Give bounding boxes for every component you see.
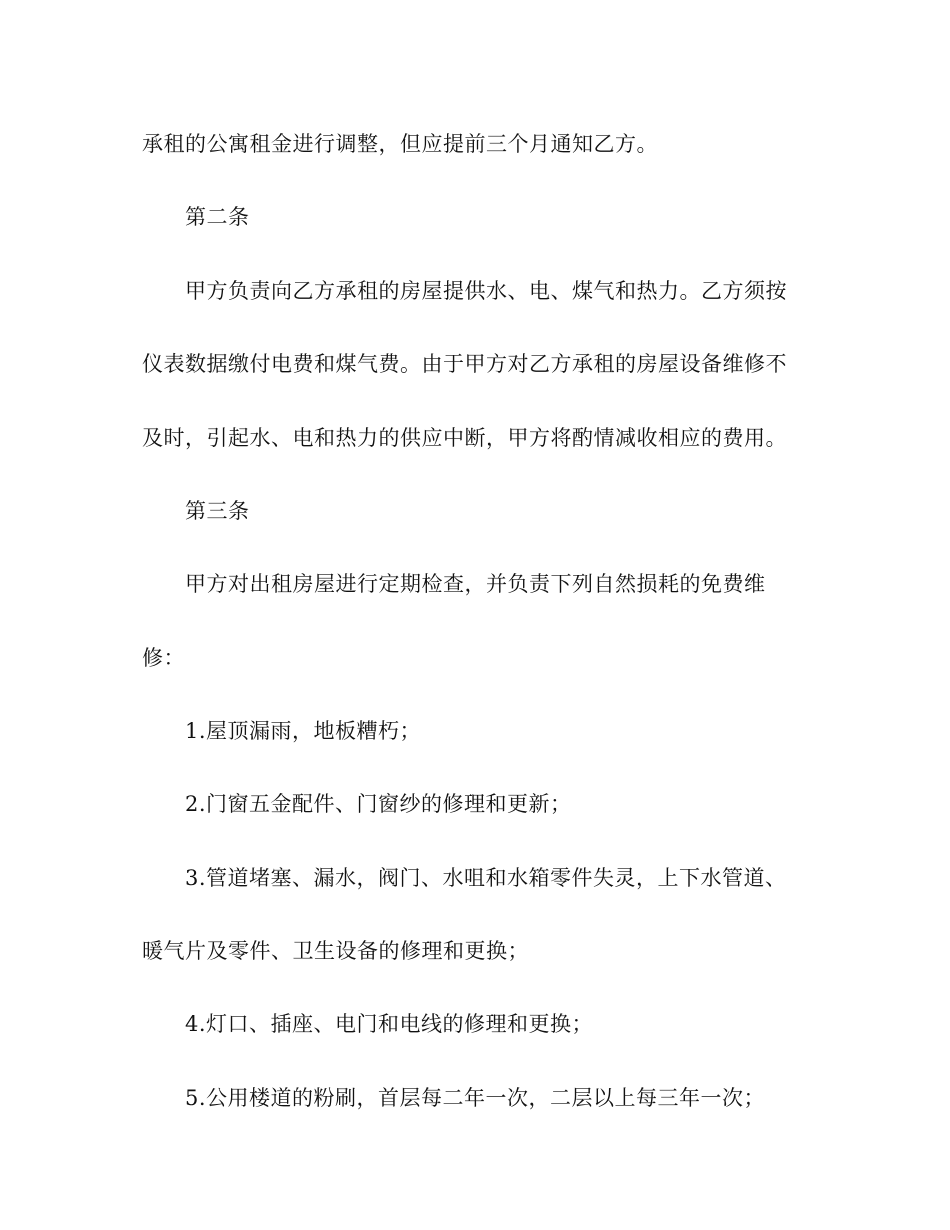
article-2-heading: 第二条 xyxy=(185,205,250,229)
article-3-heading: 第三条 xyxy=(185,499,250,523)
list-item-3-line-2: 暖气片及零件、卫生设备的修理和更换； xyxy=(142,939,529,963)
list-item-1: 1.屋顶漏雨，地板糟朽； xyxy=(185,719,422,743)
list-item-3-line-1: 3.管道堵塞、漏水，阀门、水咀和水箱零件失灵，上下水管道、 xyxy=(185,866,787,890)
article-2-text-line-3: 及时，引起水、电和热力的供应中断，甲方将酌情减收相应的费用。 xyxy=(142,426,787,450)
article-2-text-line-2: 仪表数据缴付电费和煤气费。由于甲方对乙方承租的房屋设备维修不 xyxy=(142,352,787,376)
paragraph-rent-adjustment-end: 承租的公寓租金进行调整，但应提前三个月通知乙方。 xyxy=(142,132,658,156)
list-item-2: 2.门窗五金配件、门窗纱的修理和更新； xyxy=(185,792,572,816)
list-item-4: 4.灯口、插座、电门和电线的修理和更换； xyxy=(185,1012,594,1036)
article-2-text-line-1: 甲方负责向乙方承租的房屋提供水、电、煤气和热力。乙方须按 xyxy=(185,279,787,303)
list-item-5: 5.公用楼道的粉刷，首层每二年一次，二层以上每三年一次； xyxy=(185,1086,766,1110)
article-3-text-line-1: 甲方对出租房屋进行定期检查，并负责下列自然损耗的免费维 xyxy=(185,572,766,596)
article-3-text-line-2: 修： xyxy=(142,646,185,670)
